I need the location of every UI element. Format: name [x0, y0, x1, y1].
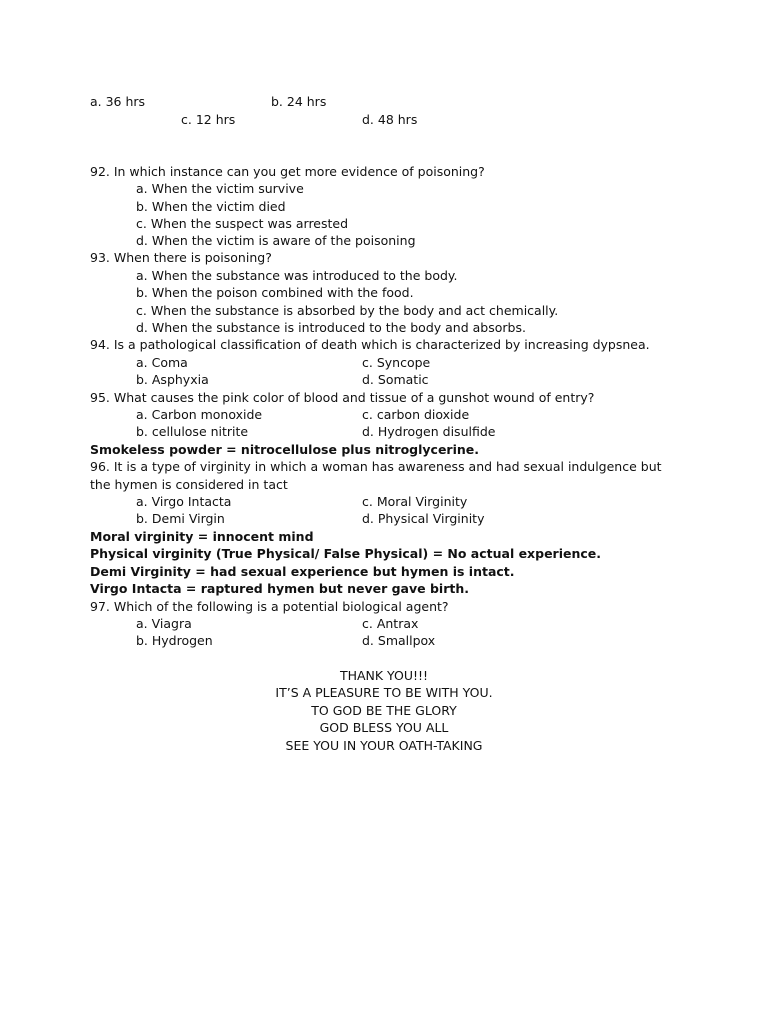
- q94-question: 94. Is a pathological classification of death which is characterized by increasing dypsnea.: [90, 337, 650, 352]
- q95-option-a: a. Carbon monoxide: [136, 407, 263, 422]
- q94-option-a: a. Coma: [136, 355, 188, 370]
- q92-option-c: c. When the suspect was arrested: [136, 216, 349, 231]
- q92-option-b: b. When the victim died: [136, 199, 286, 214]
- q93-question: 93. When there is poisoning?: [90, 250, 272, 265]
- q95-option-d: d. Hydrogen disulfide: [362, 424, 496, 439]
- q96-option-c: c. Moral Virginity: [362, 494, 468, 509]
- q94-option-d: d. Somatic: [362, 372, 429, 387]
- q95-answer-note: Smokeless powder = nitrocellulose plus nitroglycerine.: [90, 442, 480, 457]
- closing-pleasure: IT’S A PLEASURE TO BE WITH YOU.: [275, 685, 493, 700]
- q97-option-d: d. Smallpox: [362, 633, 436, 648]
- q96-option-a: a. Virgo Intacta: [136, 494, 232, 509]
- q93-option-c: c. When the substance is absorbed by the body and act chemically.: [136, 303, 559, 318]
- q97-option-b: b. Hydrogen: [136, 633, 213, 648]
- q96-note-physical: Physical virginity (True Physical/ False Physical) = No actual experience.: [90, 546, 602, 561]
- q97-option-a: a. Viagra: [136, 616, 192, 631]
- q93-option-b: b. When the poison combined with the food.: [136, 285, 414, 300]
- closing-glory: TO GOD BE THE GLORY: [311, 703, 457, 718]
- q91-option-a: a. 36 hrs: [90, 94, 146, 109]
- closing-thank-you: THANK YOU!!!: [339, 668, 429, 683]
- q96-question: 96. It is a type of virginity in which a woman has awareness and had sexual indulgence but the hymen is considered in tact: [90, 459, 662, 492]
- closing-bless: GOD BLESS YOU ALL: [319, 720, 449, 735]
- q96-note-demi: Demi Virginity = had sexual experience but hymen is intact.: [90, 564, 515, 579]
- q94-option-b: b. Asphyxia: [136, 372, 209, 387]
- q94-option-c: c. Syncope: [362, 355, 431, 370]
- q91-option-d: d. 48 hrs: [362, 112, 418, 127]
- q92-option-a: a. When the victim survive: [136, 181, 304, 196]
- q91-option-c: c. 12 hrs: [181, 112, 236, 127]
- q96-option-d: d. Physical Virginity: [362, 511, 485, 526]
- q92-option-d: d. When the victim is aware of the poisoning: [136, 233, 416, 248]
- closing-oath: SEE YOU IN YOUR OATH-TAKING: [285, 738, 483, 753]
- q95-option-b: b. cellulose nitrite: [136, 424, 249, 439]
- q92-question: 92. In which instance can you get more evidence of poisoning?: [90, 164, 485, 179]
- q95-option-c: c. carbon dioxide: [362, 407, 470, 422]
- q97-question: 97. Which of the following is a potential biological agent?: [90, 599, 449, 614]
- q93-option-d: d. When the substance is introduced to the body and absorbs.: [136, 320, 526, 335]
- q96-option-b: b. Demi Virgin: [136, 511, 225, 526]
- q97-option-c: c. Antrax: [362, 616, 419, 631]
- q95-question: 95. What causes the pink color of blood and tissue of a gunshot wound of entry?: [90, 390, 595, 405]
- q91-option-b: b. 24 hrs: [271, 94, 327, 109]
- q96-note-moral: Moral virginity = innocent mind: [90, 529, 314, 544]
- q96-note-intacta: Virgo Intacta = raptured hymen but never gave birth.: [90, 581, 469, 596]
- q93-option-a: a. When the substance was introduced to the body.: [136, 268, 458, 283]
